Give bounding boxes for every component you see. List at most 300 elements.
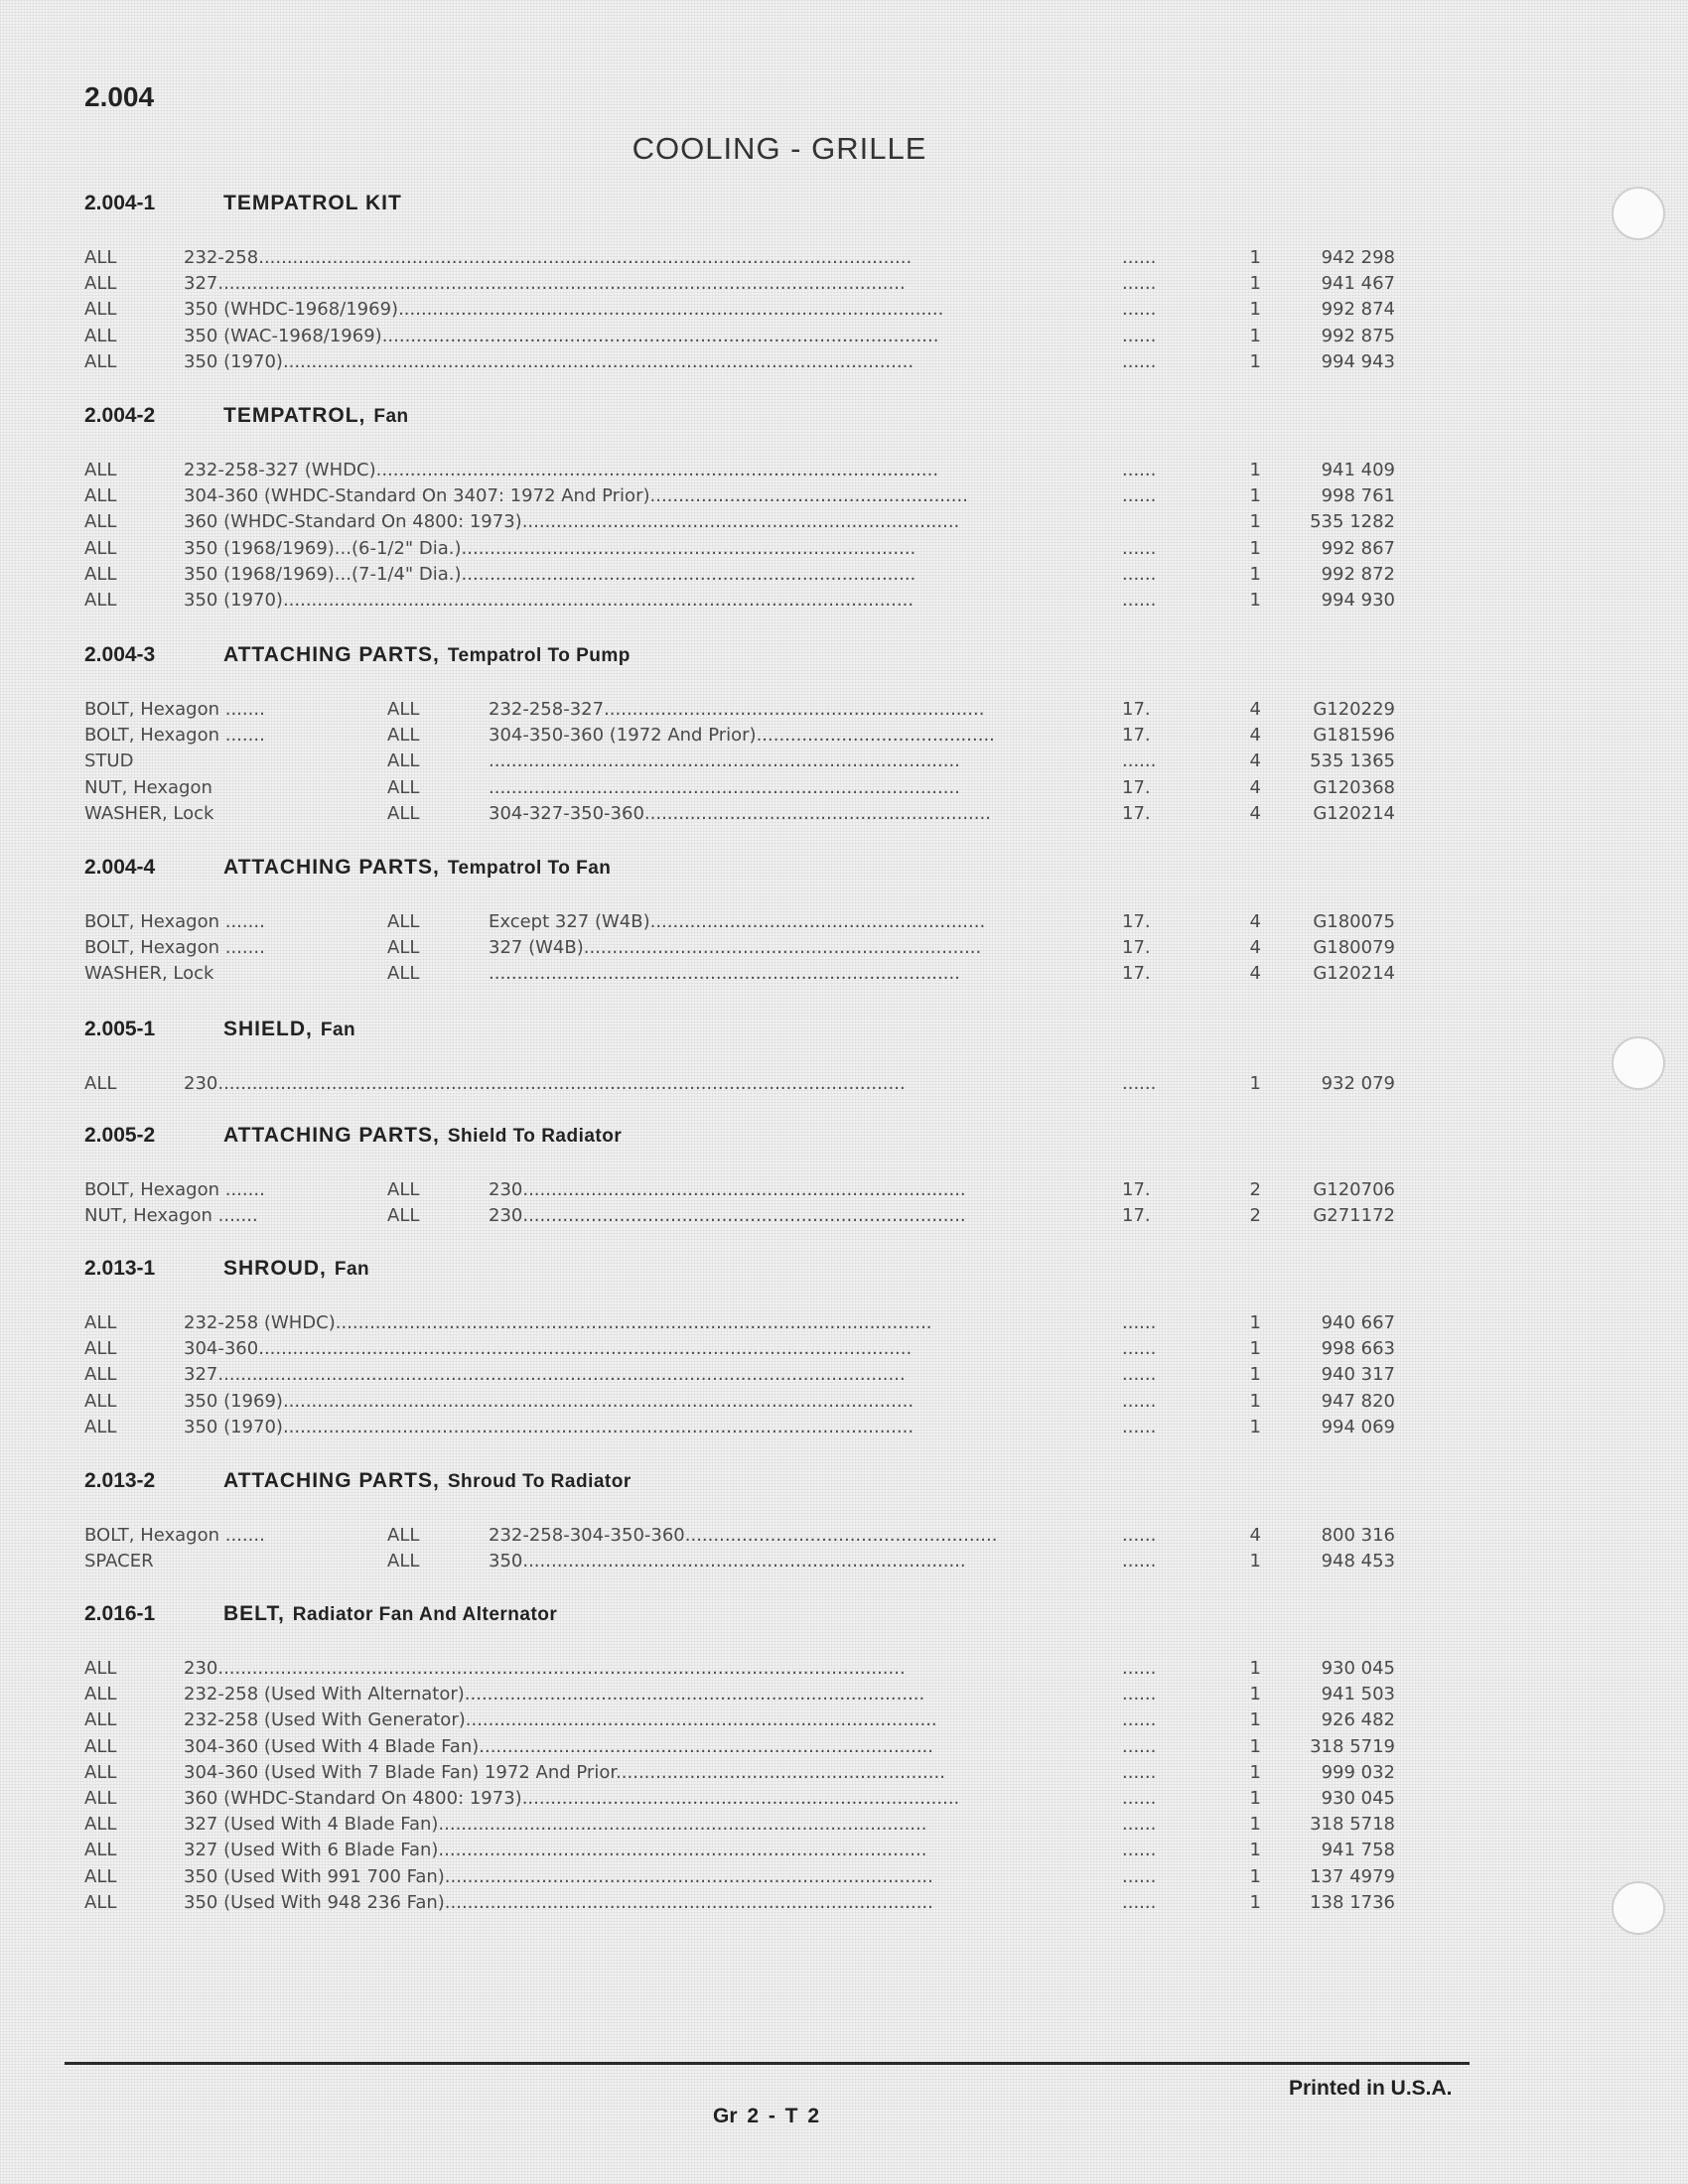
model-applicability: ALL: [387, 1525, 420, 1546]
model-applicability: ALL: [387, 751, 420, 772]
part-number: 942 298: [1321, 247, 1395, 268]
part-number: 318 5718: [1310, 1814, 1395, 1836]
part-number: 992 872: [1321, 563, 1395, 585]
engine-description: [489, 774, 1090, 801]
part-number: G120214: [1313, 963, 1395, 985]
part-name: BOLT, Hexagon .......: [84, 699, 265, 720]
quantity: 1: [1249, 1814, 1261, 1836]
table-row: [0, 1785, 1688, 1812]
dot-leader: ...............................................................................................................: [282, 350, 914, 372]
qty-marker: ......: [1122, 1390, 1157, 1412]
engine-description: [184, 244, 1090, 271]
qty-marker: 17.: [1122, 776, 1151, 798]
part-name: ALL: [84, 1865, 117, 1887]
table-row: [0, 482, 1688, 509]
quantity: 1: [1249, 1658, 1261, 1679]
part-number: G120214: [1313, 802, 1395, 824]
part-number: G120229: [1313, 699, 1395, 720]
section-header: [84, 856, 611, 886]
description-text: 350 (1970): [184, 590, 283, 611]
part-name: ALL: [84, 247, 117, 268]
qty-marker: ......: [1122, 460, 1157, 480]
part-number: 137 4979: [1310, 1865, 1395, 1887]
section-number: 2.013-1: [84, 1257, 156, 1280]
model-applicability: ALL: [387, 963, 420, 985]
section-number: 2.004-4: [84, 856, 156, 879]
quantity: 4: [1249, 751, 1261, 772]
part-name: ALL: [84, 325, 117, 346]
quantity: 1: [1249, 1390, 1261, 1412]
section-name: TEMPATROL KIT: [223, 192, 402, 214]
quantity: 1: [1249, 1788, 1261, 1809]
part-number: 994 069: [1321, 1416, 1395, 1437]
part-number: 535 1282: [1310, 511, 1395, 533]
engine-description: [184, 1837, 1090, 1863]
part-number: 998 663: [1321, 1338, 1395, 1360]
section-number: 2.016-1: [84, 1602, 156, 1625]
section-header: [84, 192, 410, 221]
engine-description: [184, 1785, 1090, 1812]
part-name: ALL: [84, 350, 117, 372]
qty-marker: ......: [1122, 1865, 1157, 1887]
dot-leader: ...................................................................................................................: [258, 1338, 913, 1360]
engine-description: [489, 696, 1090, 723]
table-row: [0, 1361, 1688, 1388]
qty-marker: 17.: [1122, 963, 1151, 985]
quantity: 1: [1249, 1338, 1261, 1360]
part-name: BOLT, Hexagon .......: [84, 1525, 265, 1546]
section-number: 2.004-2: [84, 404, 156, 427]
qty-marker: ......: [1122, 537, 1157, 559]
quantity: 4: [1249, 725, 1261, 747]
quantity: 1: [1249, 1840, 1261, 1861]
quantity: 1: [1249, 1684, 1261, 1706]
qty-marker: ......: [1122, 1709, 1157, 1731]
quantity: 1: [1249, 350, 1261, 372]
description-text: 327 (Used With 6 Blade Fan): [184, 1840, 439, 1861]
quantity: 4: [1249, 963, 1261, 985]
engine-description: [184, 1863, 1090, 1890]
table-row: [0, 960, 1688, 987]
description-text: 304-360 (WHDC-Standard On 3407: 1972 And Prior): [184, 485, 650, 507]
engine-description: [184, 1070, 1090, 1097]
description-text: 232-258-304-350-360: [489, 1525, 685, 1546]
quantity: 2: [1249, 1205, 1261, 1227]
description-text: 327: [184, 1364, 218, 1386]
engine-description: [184, 508, 1090, 535]
description-text: 304-327-350-360: [489, 802, 644, 824]
engine-description: [184, 1655, 1090, 1682]
table-row: [0, 587, 1688, 614]
part-name: ALL: [84, 1364, 117, 1386]
quantity: 1: [1249, 537, 1261, 559]
engine-description: [489, 1176, 1090, 1203]
description-text: 350 (WAC-1968/1969): [184, 325, 382, 346]
dot-leader: .............................................................................: [521, 511, 960, 533]
part-name: ALL: [84, 1416, 117, 1437]
description-text: 350 (Used With 948 236 Fan): [184, 1891, 445, 1913]
section-name: ATTACHING PARTS,: [223, 643, 440, 666]
quantity: 4: [1249, 1525, 1261, 1546]
dot-leader: ...................................................................................: [489, 751, 960, 772]
part-name: ALL: [84, 273, 117, 295]
qty-marker: 17.: [1122, 802, 1151, 824]
table-row: [0, 1522, 1688, 1549]
table-row: [0, 508, 1688, 535]
dot-leader: ..........................................................: [616, 1761, 945, 1783]
printed-in-label: Printed in U.S.A.: [1289, 2077, 1453, 2100]
engine-description: [489, 960, 1090, 987]
part-number: 992 874: [1321, 299, 1395, 321]
qty-marker: ......: [1122, 1735, 1157, 1757]
description-text: 350 (WHDC-1968/1969): [184, 299, 399, 321]
part-name: NUT, Hexagon: [84, 776, 212, 798]
quantity: 1: [1249, 299, 1261, 321]
section-name: ATTACHING PARTS,: [223, 1469, 440, 1492]
part-name: WASHER, Lock: [84, 802, 214, 824]
description-text: 230: [489, 1205, 523, 1227]
table-row: [0, 1863, 1688, 1890]
part-number: 941 409: [1321, 460, 1395, 480]
part-name: ALL: [84, 1312, 117, 1333]
part-number: G271172: [1313, 1205, 1395, 1227]
engine-description: [184, 296, 1090, 323]
model-applicability: ALL: [387, 725, 420, 747]
quantity: 1: [1249, 1891, 1261, 1913]
qty-marker: ......: [1122, 1814, 1157, 1836]
footer-divider: [65, 2062, 1470, 2065]
part-number: 994 930: [1321, 590, 1395, 611]
dot-leader: .......................................................: [684, 1525, 998, 1546]
section-name: ATTACHING PARTS,: [223, 856, 440, 879]
description-text: 350 (1968/1969)...(6-1/2" Dia.): [184, 537, 462, 559]
section-number: 2.005-2: [84, 1124, 156, 1147]
qty-marker: ......: [1122, 1658, 1157, 1679]
quantity: 4: [1249, 802, 1261, 824]
section-subtitle: Shield To Radiator: [447, 1126, 623, 1147]
engine-description: [184, 482, 1090, 509]
quantity: 1: [1249, 247, 1261, 268]
section-name: TEMPATROL,: [223, 404, 366, 427]
quantity: 4: [1249, 911, 1261, 932]
engine-description: [184, 1414, 1090, 1440]
dot-leader: ..........................................: [756, 725, 995, 747]
model-applicability: ALL: [387, 1205, 420, 1227]
section-header: [84, 643, 631, 673]
qty-marker: 17.: [1122, 1205, 1151, 1227]
section-subtitle: Fan: [320, 1020, 356, 1040]
engine-description: [184, 587, 1090, 614]
part-number: G181596: [1313, 725, 1395, 747]
engine-description: [184, 1388, 1090, 1415]
qty-marker: ......: [1122, 299, 1157, 321]
qty-marker: ......: [1122, 1364, 1157, 1386]
section-number: 2.013-2: [84, 1469, 156, 1492]
engine-description: [184, 1335, 1090, 1362]
engine-description: [489, 1202, 1090, 1229]
section-name: SHIELD,: [223, 1018, 313, 1040]
table-row: [0, 722, 1688, 749]
description-text: Except 327 (W4B): [489, 911, 650, 932]
description-text: 230: [184, 1658, 218, 1679]
description-text: 327 (Used With 4 Blade Fan): [184, 1814, 439, 1836]
table-row: [0, 535, 1688, 562]
engine-description: [489, 800, 1090, 827]
quantity: 4: [1249, 776, 1261, 798]
section-header: [84, 404, 409, 434]
description-text: 327: [184, 273, 218, 295]
description-text: 230: [184, 1073, 218, 1094]
quantity: 4: [1249, 699, 1261, 720]
part-number: 999 032: [1321, 1761, 1395, 1783]
part-name: ALL: [84, 1684, 117, 1706]
qty-marker: ......: [1122, 751, 1157, 772]
table-row: [0, 1070, 1688, 1097]
part-name: ALL: [84, 1338, 117, 1360]
qty-marker: ......: [1122, 485, 1157, 507]
part-number: 535 1365: [1310, 751, 1395, 772]
part-name: ALL: [84, 1658, 117, 1679]
quantity: 1: [1249, 1073, 1261, 1094]
part-number: G180079: [1313, 937, 1395, 959]
section-subtitle: Fan: [373, 406, 409, 427]
dot-leader: .........................................................................................................................: [217, 1364, 906, 1386]
dot-leader: ......................................................................................: [438, 1840, 927, 1861]
qty-marker: ......: [1122, 1761, 1157, 1783]
dot-leader: ...................................................................................: [489, 776, 960, 798]
qty-marker: ......: [1122, 1551, 1157, 1572]
part-name: STUD: [84, 751, 134, 772]
model-applicability: ALL: [387, 937, 420, 959]
table-row: [0, 1837, 1688, 1863]
table-row: [0, 1733, 1688, 1760]
description-text: 232-258 (WHDC): [184, 1312, 336, 1333]
part-number: 930 045: [1321, 1658, 1395, 1679]
dot-leader: ...................................................................: [604, 699, 985, 720]
dot-leader: ......................................................................: [583, 937, 982, 959]
quantity: 1: [1249, 460, 1261, 480]
table-row: [0, 561, 1688, 588]
description-text: 232-258: [184, 247, 259, 268]
dot-leader: ...............................................................................................................: [282, 1390, 914, 1412]
dot-leader: .........................................................................................................: [335, 1312, 932, 1333]
part-number: 932 079: [1321, 1073, 1395, 1094]
dot-leader: .................................................................................: [464, 1684, 925, 1706]
table-row: [0, 800, 1688, 827]
quantity: 1: [1249, 511, 1261, 533]
engine-description: [184, 1361, 1090, 1388]
description-text: 230: [489, 1179, 523, 1200]
dot-leader: ................................................................................: [461, 563, 916, 585]
dot-leader: ......................................................................................: [444, 1891, 933, 1913]
dot-leader: ................................................................................................: [398, 299, 944, 321]
section-subtitle: Tempatrol To Fan: [447, 858, 612, 879]
qty-marker: ......: [1122, 1338, 1157, 1360]
quantity: 2: [1249, 1179, 1261, 1200]
description-text: 350 (1970): [184, 350, 283, 372]
description-text: 360 (WHDC-Standard On 4800: 1973): [184, 1788, 522, 1809]
section-header: [84, 1018, 355, 1047]
table-row: [0, 348, 1688, 375]
dot-leader: ...................................................................................................: [375, 460, 939, 480]
engine-description: [489, 722, 1090, 749]
quantity: 1: [1249, 563, 1261, 585]
table-row: [0, 244, 1688, 271]
quantity: 1: [1249, 590, 1261, 611]
part-number: 992 875: [1321, 325, 1395, 346]
dot-leader: ...........................................................: [649, 911, 986, 932]
part-name: SPACER: [84, 1551, 154, 1572]
part-name: BOLT, Hexagon .......: [84, 911, 265, 932]
qty-marker: ......: [1122, 1840, 1157, 1861]
section-subtitle: Shroud To Radiator: [447, 1471, 632, 1492]
section-subtitle: Fan: [334, 1259, 370, 1280]
engine-description: [184, 1733, 1090, 1760]
qty-marker: ......: [1122, 325, 1157, 346]
engine-description: [184, 1706, 1090, 1733]
quantity: 4: [1249, 937, 1261, 959]
table-row: [0, 1335, 1688, 1362]
quantity: 1: [1249, 1364, 1261, 1386]
table-row: [0, 1414, 1688, 1440]
part-name: ALL: [84, 485, 117, 507]
part-number: 948 453: [1321, 1551, 1395, 1572]
qty-marker: ......: [1122, 1312, 1157, 1333]
description-text: 360 (WHDC-Standard On 4800: 1973): [184, 511, 522, 533]
section-subtitle: Radiator Fan And Alternator: [292, 1604, 558, 1625]
qty-marker: 17.: [1122, 725, 1151, 747]
part-number: 940 667: [1321, 1312, 1395, 1333]
table-row: [0, 1759, 1688, 1786]
engine-description: [184, 535, 1090, 562]
table-row: [0, 1706, 1688, 1733]
engine-description: [489, 1522, 1090, 1549]
qty-marker: ......: [1122, 247, 1157, 268]
part-name: BOLT, Hexagon .......: [84, 1179, 265, 1200]
qty-marker: ......: [1122, 1891, 1157, 1913]
table-row: [0, 1548, 1688, 1574]
quantity: 1: [1249, 273, 1261, 295]
qty-marker: ......: [1122, 1525, 1157, 1546]
description-text: 304-350-360 (1972 And Prior): [489, 725, 757, 747]
dot-leader: ..............................................................................: [522, 1179, 966, 1200]
dot-leader: ..............................................................................: [522, 1205, 966, 1227]
description-text: 350 (1969): [184, 1390, 283, 1412]
part-name: WASHER, Lock: [84, 963, 214, 985]
part-number: 930 045: [1321, 1788, 1395, 1809]
part-number: 994 943: [1321, 350, 1395, 372]
dot-leader: ......................................................................................: [444, 1865, 933, 1887]
engine-description: [489, 934, 1090, 961]
part-number: G120706: [1313, 1179, 1395, 1200]
dot-leader: .............................................................: [643, 802, 991, 824]
part-name: NUT, Hexagon .......: [84, 1205, 258, 1227]
part-name: ALL: [84, 511, 117, 533]
part-name: BOLT, Hexagon .......: [84, 937, 265, 959]
part-name: ALL: [84, 590, 117, 611]
section-number: 2.004-1: [84, 192, 156, 214]
table-row: [0, 1655, 1688, 1682]
part-number: 941 758: [1321, 1840, 1395, 1861]
model-applicability: ALL: [387, 1179, 420, 1200]
table-row: [0, 1889, 1688, 1916]
model-applicability: ALL: [387, 911, 420, 932]
model-applicability: ALL: [387, 776, 420, 798]
description-text: 304-360: [184, 1338, 259, 1360]
part-number: 941 503: [1321, 1684, 1395, 1706]
table-row: [0, 323, 1688, 349]
model-applicability: ALL: [387, 699, 420, 720]
part-name: ALL: [84, 537, 117, 559]
part-number: 998 761: [1321, 485, 1395, 507]
qty-marker: ......: [1122, 1073, 1157, 1094]
engine-description: [184, 561, 1090, 588]
part-name: BOLT, Hexagon .......: [84, 725, 265, 747]
section-subtitle: Tempatrol To Pump: [447, 645, 631, 666]
section-number: 2.005-1: [84, 1018, 156, 1040]
section-header: [84, 1469, 632, 1499]
part-name: ALL: [84, 1390, 117, 1412]
description-text: 350 (Used With 991 700 Fan): [184, 1865, 445, 1887]
part-number: 940 317: [1321, 1364, 1395, 1386]
section-header: [84, 1257, 369, 1287]
section-header: [84, 1602, 557, 1632]
table-row: [0, 270, 1688, 297]
table-row: [0, 1388, 1688, 1415]
dot-leader: .........................................................................................................................: [217, 1073, 906, 1094]
part-name: ALL: [84, 1709, 117, 1731]
part-name: ALL: [84, 1788, 117, 1809]
section-name: SHROUD,: [223, 1257, 327, 1280]
section-name: BELT,: [223, 1602, 285, 1625]
table-row: [0, 1176, 1688, 1203]
description-text: 327 (W4B): [489, 937, 584, 959]
part-name: ALL: [84, 563, 117, 585]
section-header: [84, 1124, 622, 1154]
table-row: [0, 934, 1688, 961]
engine-description: [184, 323, 1090, 349]
qty-marker: ......: [1122, 273, 1157, 295]
description-text: 350 (1970): [184, 1416, 283, 1437]
dot-leader: .............................................................................: [521, 1788, 960, 1809]
part-number: 926 482: [1321, 1709, 1395, 1731]
qty-marker: ......: [1122, 1684, 1157, 1706]
part-number: G180075: [1313, 911, 1395, 932]
description-text: 350: [489, 1551, 523, 1572]
part-number: 941 467: [1321, 273, 1395, 295]
description-text: 304-360 (Used With 7 Blade Fan) 1972 And Prior: [184, 1761, 617, 1783]
engine-description: [489, 908, 1090, 935]
dot-leader: ..............................................................................: [522, 1551, 966, 1572]
table-row: [0, 1202, 1688, 1229]
part-name: ALL: [84, 1840, 117, 1861]
part-number: 800 316: [1321, 1525, 1395, 1546]
table-row: [0, 296, 1688, 323]
quantity: 1: [1249, 1865, 1261, 1887]
dot-leader: ...................................................................................: [489, 963, 960, 985]
quantity: 1: [1249, 325, 1261, 346]
dot-leader: ................................................................................: [461, 537, 916, 559]
dot-leader: ........................................................: [649, 485, 968, 507]
quantity: 1: [1249, 485, 1261, 507]
qty-marker: 17.: [1122, 1179, 1151, 1200]
part-name: ALL: [84, 1735, 117, 1757]
table-row: [0, 908, 1688, 935]
dot-leader: ...................................................................................: [465, 1709, 937, 1731]
engine-description: [184, 348, 1090, 375]
engine-description: [184, 1309, 1090, 1336]
table-row: [0, 1309, 1688, 1336]
